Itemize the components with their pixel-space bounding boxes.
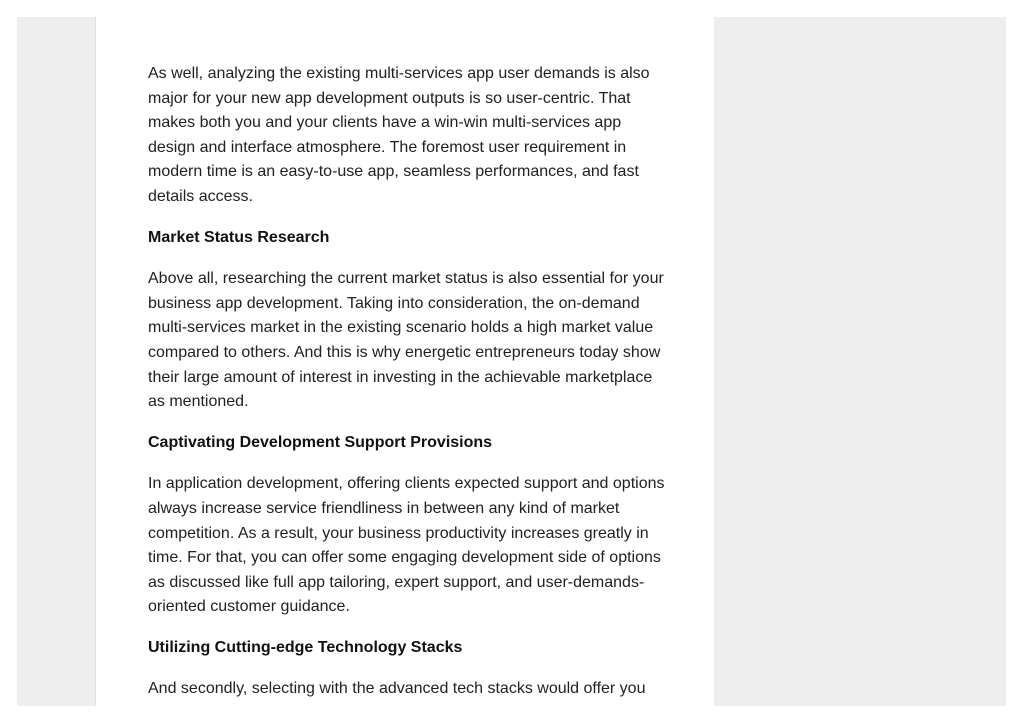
- intro-paragraph: As well, analyzing the existing multi-services app user demands is also major for your new app development outputs is so user-centric. That makes both you and your clients have a win-win multi-services app design and interface atmosphere. The foremost user requirement in modern time is an easy-to-use app, seamless performances, and fast details access.: [148, 65, 650, 205]
- article-page: [95, 17, 715, 706]
- section-heading-development-support: Captivating Development Support Provisions: [148, 434, 493, 452]
- section-body-technology-stacks: And secondly, selecting with the advanced tech stacks would offer you: [148, 680, 646, 698]
- section-body-development-support: In application development, offering clients expected support and options always increase service friendliness in between any kind of market competition. As a result, your business productivity increases greatly in time. For that, you can offer some engaging development side of options as discussed like full app tailoring, expert support, and user-demands-oriented customer guidance.: [148, 475, 665, 616]
- article-content: [148, 62, 670, 706]
- document-viewport[interactable]: [17, 17, 1006, 706]
- section-heading-market-status: Market Status Research: [148, 229, 330, 247]
- section-heading-technology-stacks: Utilizing Cutting-edge Technology Stacks: [148, 639, 463, 657]
- section-body-market-status: Above all, researching the current market status is also essential for your business app development. Taking into consideration, the on-demand multi-services market in the existing scenario holds a high market value compared to others. And this is why energetic entrepreneurs today show their large amount of interest in investing in the achievable marketplace as mentioned.: [148, 270, 664, 411]
- sidebar-panel: [714, 17, 1006, 706]
